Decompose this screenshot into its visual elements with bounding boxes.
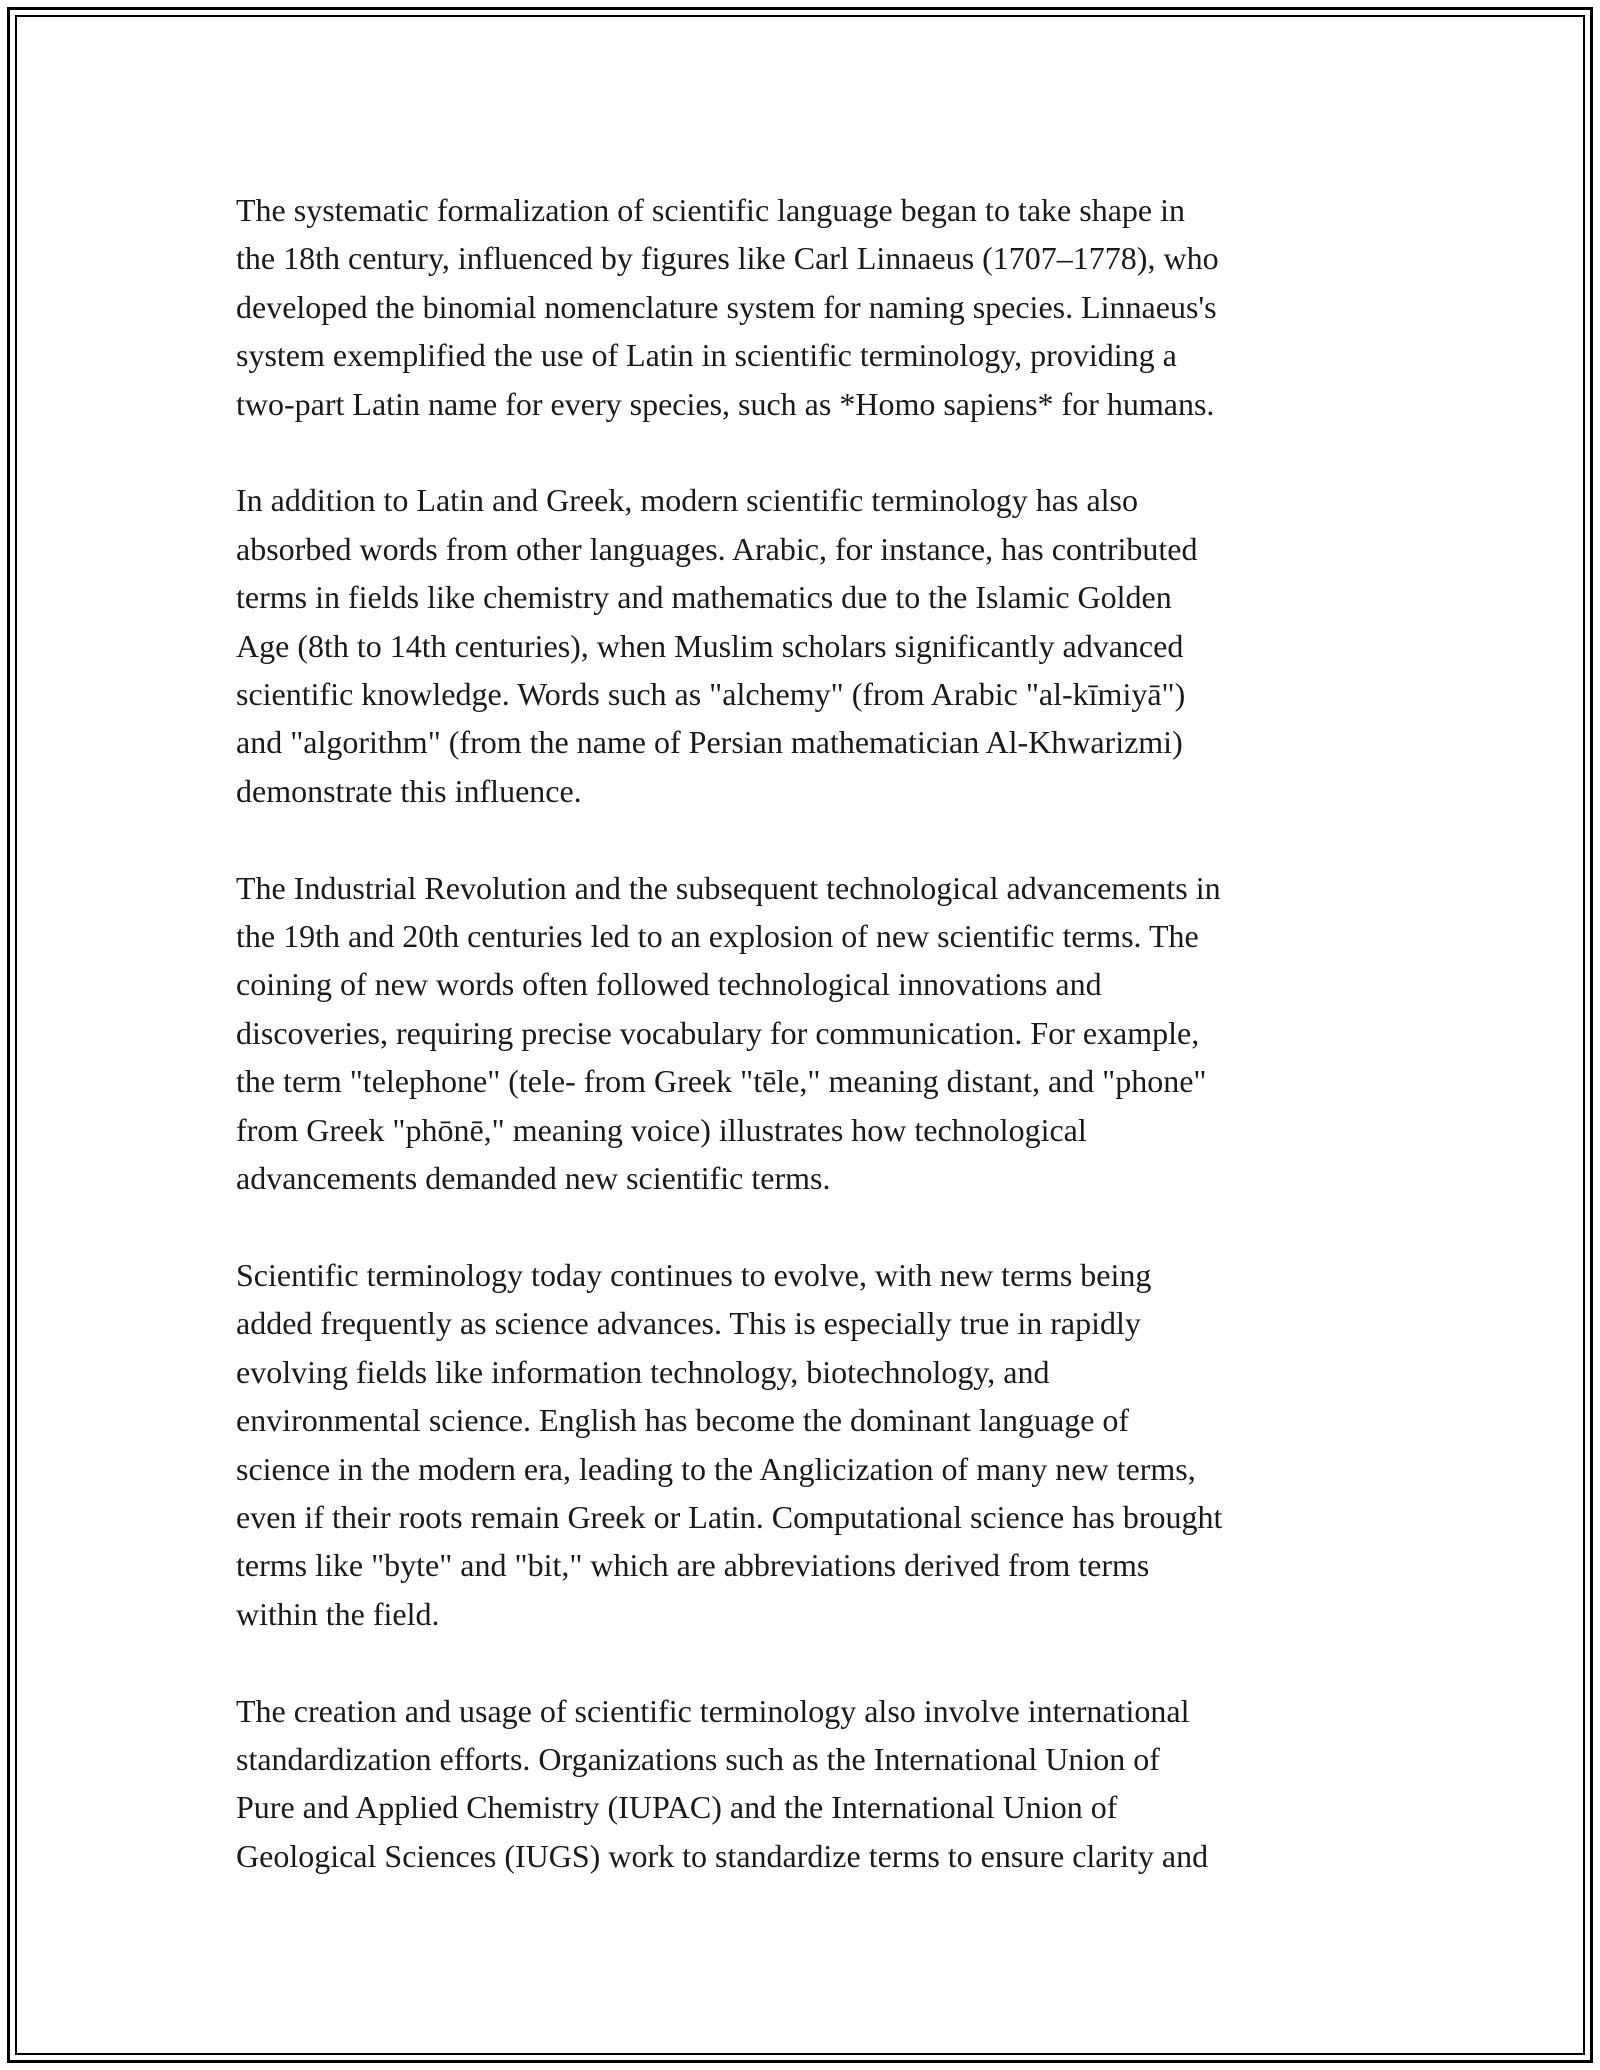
- text-line: scientific knowledge. Words such as "alchemy" (from Arabic "al-kīmiyā"): [236, 676, 1186, 713]
- text-line: the 18th century, influenced by figures like Carl Linnaeus (1707–1778), who: [236, 240, 1219, 277]
- text-line: developed the binomial nomenclature system for naming species. Linnaeus's: [236, 288, 1217, 325]
- paragraph-linnaeus: [236, 186, 1376, 428]
- text-line: Pure and Applied Chemistry (IUPAC) and the International Union of: [236, 1789, 1118, 1826]
- text-line: two-part Latin name for every species, such as *Homo sapiens* for humans.: [236, 385, 1215, 422]
- text-line: the 19th and 20th centuries led to an explosion of new scientific terms. The: [236, 918, 1199, 955]
- text-line: coining of new words often followed technological innovations and: [236, 966, 1102, 1003]
- text-line: terms like "byte" and "bit," which are abbreviations derived from terms: [236, 1547, 1150, 1584]
- text-line: standardization efforts. Organizations such as the International Union of: [236, 1740, 1160, 1777]
- text-line: absorbed words from other languages. Arabic, for instance, has contributed: [236, 530, 1198, 567]
- text-line: demonstrate this influence.: [236, 772, 582, 809]
- text-line: Scientific terminology today continues to evolve, with new terms being: [236, 1256, 1152, 1293]
- text-line: environmental science. English has become the dominant language of: [236, 1402, 1130, 1439]
- text-line: science in the modern era, leading to the Anglicization of many new terms,: [236, 1450, 1196, 1487]
- text-line: The systematic formalization of scientific language began to take shape in: [236, 192, 1185, 228]
- text-line: Geological Sciences (IUGS) work to standardize terms to ensure clarity and: [236, 1837, 1209, 1874]
- text-line: even if their roots remain Greek or Latin. Computational science has brought: [236, 1498, 1223, 1535]
- text-line: The Industrial Revolution and the subsequent technological advancements in: [236, 869, 1221, 906]
- text-line: In addition to Latin and Greek, modern scientific terminology has also: [236, 482, 1138, 519]
- text-line: system exemplified the use of Latin in scientific terminology, providing a: [236, 337, 1177, 374]
- text-line: Age (8th to 14th centuries), when Muslim scholars significantly advanced: [236, 627, 1184, 664]
- text-line: terms in fields like chemistry and mathematics due to the Islamic Golden: [236, 579, 1172, 616]
- paragraph-standardization: [236, 1687, 1376, 1881]
- text-line: from Greek "phōnē," meaning voice) illustrates how technological: [236, 1111, 1087, 1148]
- document-body: [236, 186, 1376, 1929]
- paragraph-industrial-revolution: [236, 864, 1376, 1203]
- text-line: advancements demanded new scientific terms.: [236, 1160, 831, 1197]
- text-line: discoveries, requiring precise vocabulary for communication. For example,: [236, 1014, 1200, 1051]
- text-line: evolving fields like information technology, biotechnology, and: [236, 1353, 1050, 1390]
- paragraph-modern-terminology: [236, 1251, 1376, 1638]
- paragraph-other-languages: [236, 476, 1376, 815]
- text-line: the term "telephone" (tele- from Greek "tēle," meaning distant, and "phone": [236, 1063, 1207, 1100]
- text-line: and "algorithm" (from the name of Persian mathematician Al-Khwarizmi): [236, 724, 1183, 761]
- text-line: within the field.: [236, 1595, 440, 1632]
- text-line: added frequently as science advances. This is especially true in rapidly: [236, 1305, 1141, 1342]
- text-line: The creation and usage of scientific terminology also involve international: [236, 1692, 1190, 1729]
